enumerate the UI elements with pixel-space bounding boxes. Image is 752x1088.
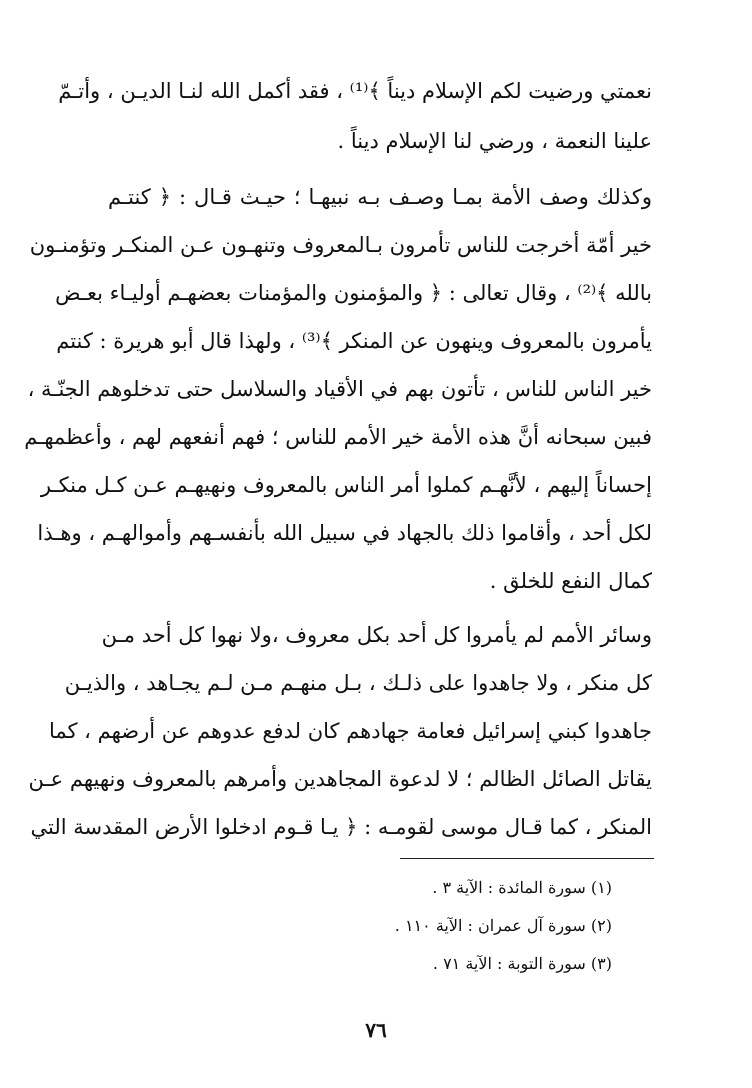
- text-line: يأمرون بالمعروف وينهون عن المنكر ﴾⁽³⁾ ، ولهذا قال أبو هريرة : كنتم: [56, 329, 652, 353]
- text-line: إحساناً إليهم ، لأنَّهـم كملوا أمر الناس بالمعروف ونهيهـم عـن كـل منكـر: [40, 473, 652, 497]
- text-line: فبين سبحانه أنَّ هذه الأمة خير الأمم للناس ؛ فهم أنفعهم لهم ، وأعظمهـم: [24, 425, 652, 449]
- footnote: (٣) سورة التوبة : الآية ٧١ .: [432, 954, 612, 973]
- text-line: خير الناس للناس ، تأتون بهم في الأقياد والسلاسل حتى تدخلوهم الجنّـة ،: [27, 377, 652, 401]
- text-line: وكذلك وصف الأمة بمـا وصـف بـه نبيهـا ؛ حيـث قـال : ﴿ كنتـم: [108, 185, 652, 209]
- text-line: جاهدوا كبني إسرائيل فعامة جهادهم كان لدفع عدوهم عن أرضهم ، كما: [48, 719, 652, 743]
- footnote: (٢) سورة آل عمران : الآية ١١٠ .: [394, 916, 612, 935]
- footnote: (١) سورة المائدة : الآية ٣ .: [432, 878, 612, 897]
- page-number: ٧٦: [365, 1018, 387, 1042]
- text-line: يقاتل الصائل الظالم ؛ لا لدعوة المجاهدين وأمرهم بالمعروف ونهيهم عـن: [28, 767, 652, 791]
- text-line: بالله ﴾⁽²⁾ ، وقال تعالى : ﴿ والمؤمنون والمؤمنات بعضهـم أوليـاء بعـض: [55, 281, 652, 305]
- text-line: علينا النعمة ، ورضي لنا الإسلام ديناً .: [337, 129, 652, 153]
- text-line: نعمتي ورضيت لكم الإسلام ديناً ﴾⁽¹⁾ ، فقد أكمل الله لنـا الديـن ، وأتـمّ: [58, 79, 652, 103]
- text-line: كمال النفع للخلق .: [489, 569, 652, 593]
- text-line: المنكر ، كما قـال موسى لقومـه : ﴿ يـا قـوم ادخلوا الأرض المقدسة التي: [30, 815, 652, 839]
- text-line: لكل أحد ، وأقاموا ذلك بالجهاد في سبيل الله بأنفسـهم وأموالهـم ، وهـذا: [37, 521, 652, 545]
- footnote-divider: [400, 858, 654, 859]
- text-line: خير أمّة أخرجت للناس تأمرون بـالمعروف وتنهـون عـن المنكـر وتؤمنـون: [29, 233, 652, 257]
- text-line: كل منكر ، ولا جاهدوا على ذلـك ، بـل منهـم مـن لـم يجـاهد ، والذيـن: [64, 671, 652, 695]
- text-line: وسائر الأمم لم يأمروا كل أحد بكل معروف ،ولا نهوا كل أحد مـن: [101, 623, 652, 647]
